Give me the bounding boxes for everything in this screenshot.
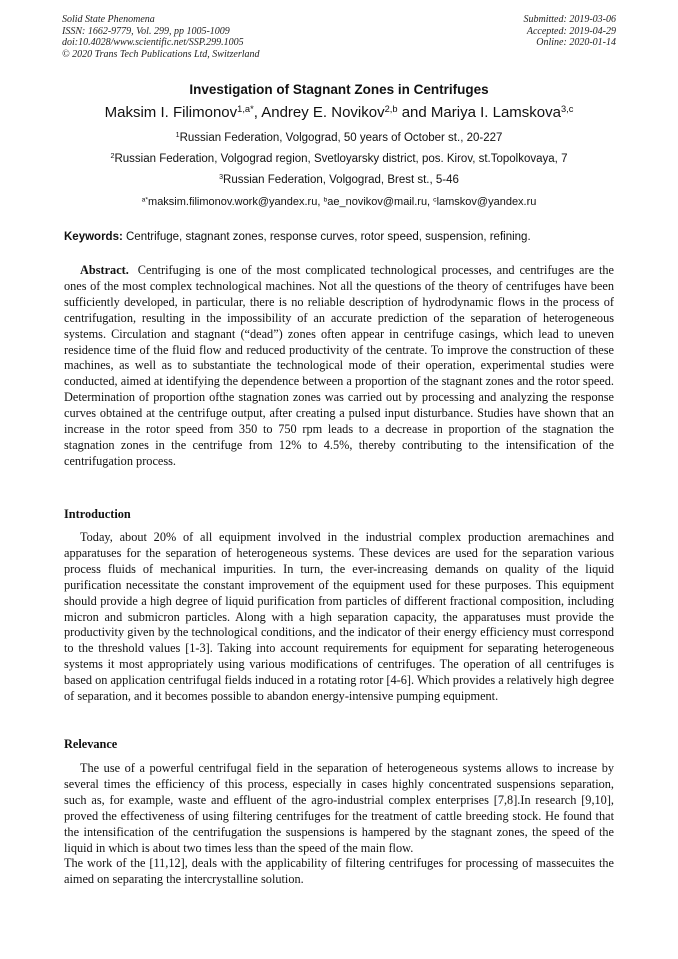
keywords-text: Centrifuge, stagnant zones, response curves, rotor speed, suspension, refining. [122,231,531,243]
journal-name: Solid State Phenomena [62,14,155,25]
author-affiliation-mark: 2,b [384,103,398,114]
section-heading-introduction: Introduction [64,507,131,521]
relevance-paragraph: The work of the [11,12], deals with the applicability of filtering centrifuges for processing of massecuites the aimed on separating the intercrystalline solution. [64,856,614,887]
author-separator: and [397,104,431,121]
section-heading-relevance: Relevance [64,737,118,751]
affiliation [0,174,678,186]
affiliation [0,153,678,165]
author-separator: , [253,104,262,121]
email-link[interactable]: maksim.filimonov.work@yandex.ru, [148,196,324,208]
email-mark: a* [141,196,149,204]
affiliation-text: Russian Federation, Volgograd region, Svetloyarsky district, pos. Kirov, st.Topolkovaya, 7 [114,153,568,165]
abstract-text: Centrifuging is one of the most complicated technological processes, and centrifuges are the ones of the most complex technological machines. Not all the questions of the theory of centrifuges have been sufficiently developed, in particular, there is no reliable description of hydrodynamic flows in the process of centrifugation, resulting in the impossibility of an accurate prediction of the separation of heterogeneous systems. Circulation and stagnant (“dead”) zones often appear in centrifuge casings, which lead to uneven residence time of the fluid flow and reduced productivity of the centrate. To improve the construction of these machines, as well as to substantiate the technological mode of their operation, experimental studies were conducted, aimed at identifying the dependence between a proportion of the stagnant zones and the rotor speed. Determination of proportion ofthe stagnation zones was carried out by processing and analyzing the response curves obtained at the centrifuge output, after creating a pulsed input disturbance. Studies have shown that an increase in the rotor speed from 350 to 750 rpm leads to a decrease in proportion of the stagnation the stagnation zones in the centrifuge from 12% to 4.5%, thereby contributing to the intensification of the centrifugation process. [64,263,614,468]
relevance-paragraph: The use of a powerful centrifugal field in the separation of heterogeneous systems allows to increase by several times the efficiency of this process, especially in cases highly concentrated suspensions separation, such as, for example, waste and effluent of the agro-industrial complex enterprises [7,8].In research [9,10], proved the effectiveness of using filtering centrifuges for the treatment of cattle breeding stock. He found that the intensification of the centrifugation the suspensions is hampered by the stagnant zones, the speed of the liquid in which is about two times less than the speed of the main flow. [64,761,614,855]
affiliation-text: Russian Federation, Volgograd, Brest st., 5-46 [223,174,459,186]
dates-header [524,14,617,49]
accepted-date: Accepted: 2019-04-29 [526,25,616,37]
journal-header [62,14,260,60]
submitted-date: Submitted: 2019-03-06 [523,14,616,25]
email-link[interactable]: lamskov@yandex.ru [436,196,537,208]
affiliation-mark: 3 [219,173,224,182]
journal-copyright: © 2020 Trans Tech Publications Ltd, Switzerland [62,48,260,60]
keywords [64,231,620,243]
affiliation-text: Russian Federation, Volgograd, 50 years of October st., 20-227 [179,132,503,144]
abstract-label: Abstract. [80,263,129,277]
author-name: Mariya I. Lamskova [430,104,561,121]
author-list [0,104,678,121]
author-affiliation-mark: 3,c [560,103,574,114]
affiliation-mark: 2 [110,152,115,161]
keywords-label: Keywords: [64,231,123,243]
author-name: Maksim I. Filimonov [104,104,238,121]
email-link[interactable]: ae_novikov@mail.ru, [327,196,434,208]
introduction-paragraph: Today, about 20% of all equipment involved in the industrial complex production aremachines and apparatuses for the separation of heterogeneous systems. These devices are used for the separation various process fluids of mechanical impurities. In turn, the ever-increasing demands on quality of the liquid purification necessitate the constant improvement of the equipment used for these purposes. This equipment should provide a high degree of liquid purification from particles of different fractional composition, including micron and submicron particles. Along with a high separation capacity, the apparatuses must provide the productivity given by the technological conditions, and the indicator of their energy efficiency must correspond to the threshold values [1-3]. Taking into account requirements for equipment for separating heterogeneous systems it most appropriately using various modifications of centrifuges. The operation of all centrifuges is based on application centrifugal fields induced in a rotating rotor [4-6]. Which provides a relatively high degree of separation, and it becomes possible to abandon energy-intensive pumping equipment. [64,530,614,704]
journal-issn: ISSN: 1662-9779, Vol. 299, pp 1005-1009 [62,25,230,37]
relevance-section [64,761,614,888]
author-name: Andrey E. Novikov [261,104,385,121]
paper-title: Investigation of Stagnant Zones in Centrifuges [189,82,489,97]
email-mark: c [433,196,437,204]
abstract [64,263,614,470]
journal-doi: doi:10.4028/www.scientific.net/SSP.299.1005 [62,37,244,48]
email-list [0,196,678,208]
author-affiliation-mark: 1,a* [237,103,254,114]
introduction-section [64,530,614,705]
email-mark: b [323,196,328,204]
affiliation [0,132,678,144]
online-date: Online: 2020-01-14 [536,37,616,48]
affiliation-mark: 1 [175,131,180,140]
